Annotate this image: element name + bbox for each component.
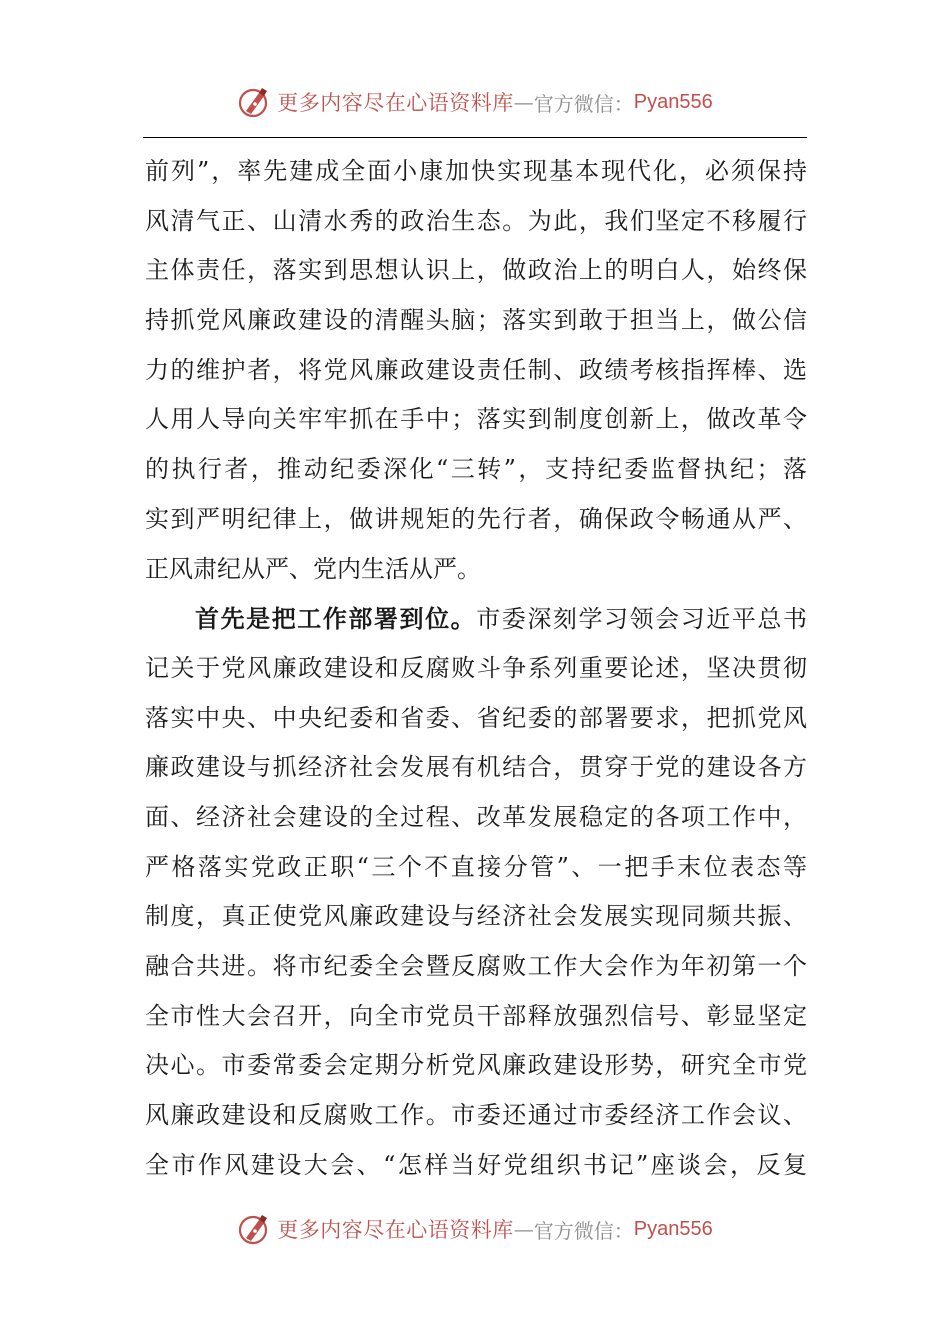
text-line: 实到严明纪律上，做讲规矩的先行者，确保政令畅通从严、: [145, 504, 807, 533]
banner-tail-text: 官方微信：: [533, 1218, 634, 1243]
text-line: 持抓党风廉政建设的清醒头脑；落实到敢于担当上，做公信: [145, 306, 807, 335]
text-line: 主体责任，落实到思想认识上，做政治上的明白人，始终保: [145, 256, 807, 285]
text-line: 落实中央、中央纪委和省委、省纪委的部署要求，把抓党风: [145, 703, 807, 732]
text-line: 面、经济社会建设的全过程、改革发展稳定的各项工作中，: [145, 802, 807, 831]
text-line: 人用人导向关牢牢抓在手中；落实到制度创新上，做改革令: [145, 405, 807, 434]
header-banner: [0, 82, 950, 122]
banner-main-text: 更多内容尽在心语资料库: [277, 1218, 514, 1242]
text-line: 正风肃纪从严、党内生活从严。: [145, 554, 481, 583]
paragraph-2-lead-heading: 首先是把工作部署到位。: [195, 604, 477, 634]
paragraph-2-first-line-text: 市委深刻学习领会习近平总书: [476, 605, 808, 634]
text-line: 严格落实党政正职“三个不直接分管”、一把手末位表态等: [145, 852, 807, 881]
text-line: 融合共进。将市纪委全会暨反腐败工作大会作为年初第一个: [145, 952, 807, 980]
header-rule: [143, 137, 807, 138]
banner-main-text: 更多内容尽在心语资料库: [277, 91, 514, 115]
banner-dash: —: [513, 90, 534, 114]
banner-tail-text: 官方微信：: [533, 91, 634, 116]
text-line: 风廉政建设和反腐败工作。市委还通过市委经济工作会议、: [145, 1101, 807, 1130]
text-line: 全市作风建设大会、“怎样当好党组织书记”座谈会，反复: [145, 1150, 807, 1179]
text-line: 制度，真正使党风廉政建设与经济社会发展实现同频共振、: [145, 902, 807, 931]
paragraph-2-first-line: [145, 594, 807, 644]
banner-wechat-id: Pyan556: [633, 90, 713, 113]
text-line: 全市性大会召开，向全市党员干部释放强烈信号、彰显坚定: [145, 1001, 807, 1030]
text-line: 力的维护者，将党风廉政建设责任制、政绩考核指挥棒、选: [145, 355, 807, 384]
banner-wechat-id: Pyan556: [633, 1217, 713, 1240]
text-line: 记关于党风廉政建设和反腐败斗争系列重要论述，坚决贯彻: [145, 653, 807, 682]
text-line: 决心。市委常委会定期分析党风廉政建设形势，研究全市党: [145, 1051, 807, 1080]
text-line: 前列”，率先建成全面小康加快实现基本现代化，必须保持: [145, 157, 807, 185]
footer-banner: [0, 1209, 950, 1249]
banner-dash: —: [513, 1217, 534, 1241]
text-line: 风清气正、山清水秀的政治生态。为此，我们坚定不移履行: [145, 206, 807, 235]
pen-nib-logo-icon: [237, 85, 271, 119]
pen-nib-logo-icon: [237, 1212, 271, 1246]
text-line: 廉政建设与抓经济社会发展有机结合，贯穿于党的建设各方: [145, 753, 807, 782]
document-body: [145, 147, 807, 1190]
text-line: 的执行者，推动纪委深化“三转”，支持纪委监督执纪；落: [145, 455, 807, 484]
